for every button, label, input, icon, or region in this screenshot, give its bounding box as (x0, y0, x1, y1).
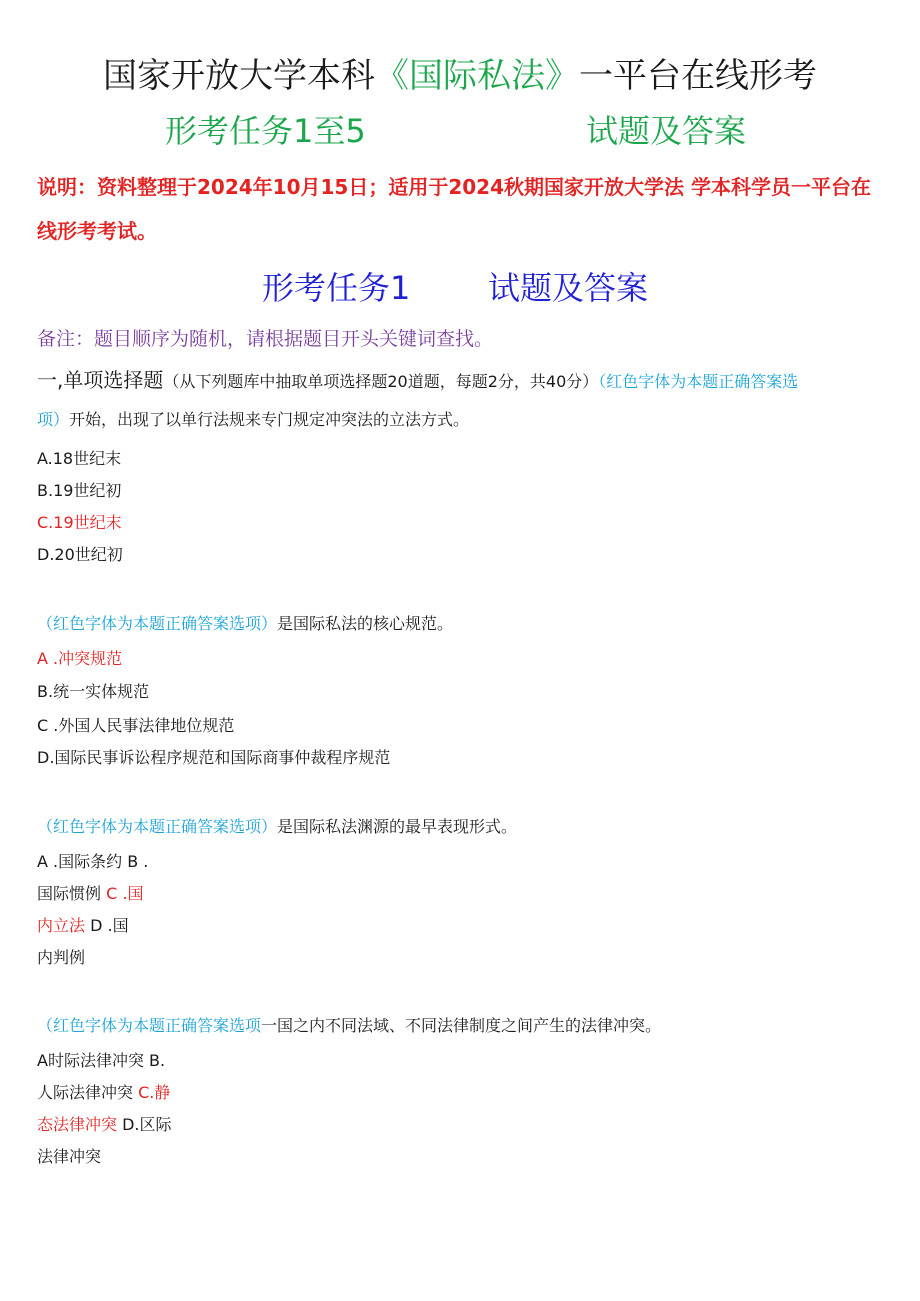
question-4-stem (37, 1010, 661, 1042)
answer-hint: （红色字体为本题正确答案选 (598, 372, 799, 391)
q2-option-d: D.国际民事诉讼程序规范和国际商事仲裁程序规范 (37, 748, 391, 767)
q3-options-line-4: 内判例 (37, 948, 86, 967)
q4-options-line-2 (37, 1077, 170, 1109)
section-desc: （从下列题库中抽取单项选择题20道题，每题2分，共40分） (163, 372, 599, 391)
q4-option-b-text: 人际法律冲突 (37, 1083, 139, 1102)
q4-answer-hint: （红色字体为本题正确答案选项 (37, 1016, 262, 1035)
q4-options-line-3 (37, 1109, 172, 1141)
question-1-text: 开始，出现了以单行法规来专门规定冲突法的立法方式。 (69, 410, 470, 429)
subtitle-left: 形考任务1至5 (165, 112, 366, 150)
q3-answer-hint: （红色字体为本题正确答案选项） (37, 817, 278, 836)
q3-options-line-3 (37, 910, 129, 942)
title-prefix: 国家开放大学本科 (103, 56, 375, 96)
task-heading-left: 形考任务1 (262, 269, 411, 307)
q3-text: 是国际私法渊源的最早表现形式。 (277, 817, 518, 836)
q1-option-d: D.20世纪初 (37, 545, 123, 564)
q1-option-b: B.19世纪初 (37, 481, 122, 500)
question-1-stem (37, 404, 469, 436)
subtitle-right: 试题及答案 (586, 112, 747, 150)
q4-options-line-4: 法律冲突 (37, 1147, 102, 1166)
title-course: 《国际私法》 (375, 56, 579, 96)
q4-text: 一国之内不同法域、不同法律制度之间产生的法律冲突。 (261, 1016, 662, 1035)
q3-options-line-2 (37, 878, 143, 910)
q4-option-c-correct-cont: 态法律冲突 (37, 1115, 118, 1134)
q4-options-line-1: A时际法律冲突 B. (37, 1051, 166, 1070)
q2-option-c: C .外国人民事法律地位规范 (37, 716, 235, 735)
section-title: 一,单项选择题 (37, 368, 164, 392)
q1-option-c-correct: C.19世纪末 (37, 513, 122, 532)
document-title (0, 52, 920, 100)
answer-hint-end: 项） (37, 410, 70, 429)
q4-option-c-correct: C.静 (138, 1083, 171, 1102)
q2-text: 是国际私法的核心规范。 (277, 614, 454, 633)
q3-option-c-correct-cont: 内立法 (37, 916, 86, 935)
note-paragraph: 说明：资料整理于2024年10月15日；适用于2024秋期国家开放大学法 学本科学员一平台在线形考考试。 (37, 175, 871, 243)
task-heading-right: 试题及答案 (488, 269, 649, 307)
q2-option-a-correct: A .冲突规范 (37, 649, 123, 668)
q3-option-b-text: 国际惯例 (37, 884, 107, 903)
section-heading (37, 364, 798, 398)
q2-answer-hint: （红色字体为本题正确答案选项） (37, 614, 278, 633)
q4-option-d: D.区际 (117, 1115, 172, 1134)
q1-option-a: A.18世纪末 (37, 449, 122, 468)
question-3-stem (37, 811, 517, 843)
title-suffix: 一平台在线形考 (579, 56, 817, 96)
question-2-stem (37, 608, 453, 640)
q3-option-c-correct: C .国 (106, 884, 144, 903)
q2-option-b: B.统一实体规范 (37, 682, 150, 701)
q3-option-d: D .国 (85, 916, 129, 935)
q3-options-line-1: A .国际条约 B . (37, 852, 149, 871)
remark-line: 备注：题目顺序为随机，请根据题目开头关键词查找。 (37, 328, 494, 350)
